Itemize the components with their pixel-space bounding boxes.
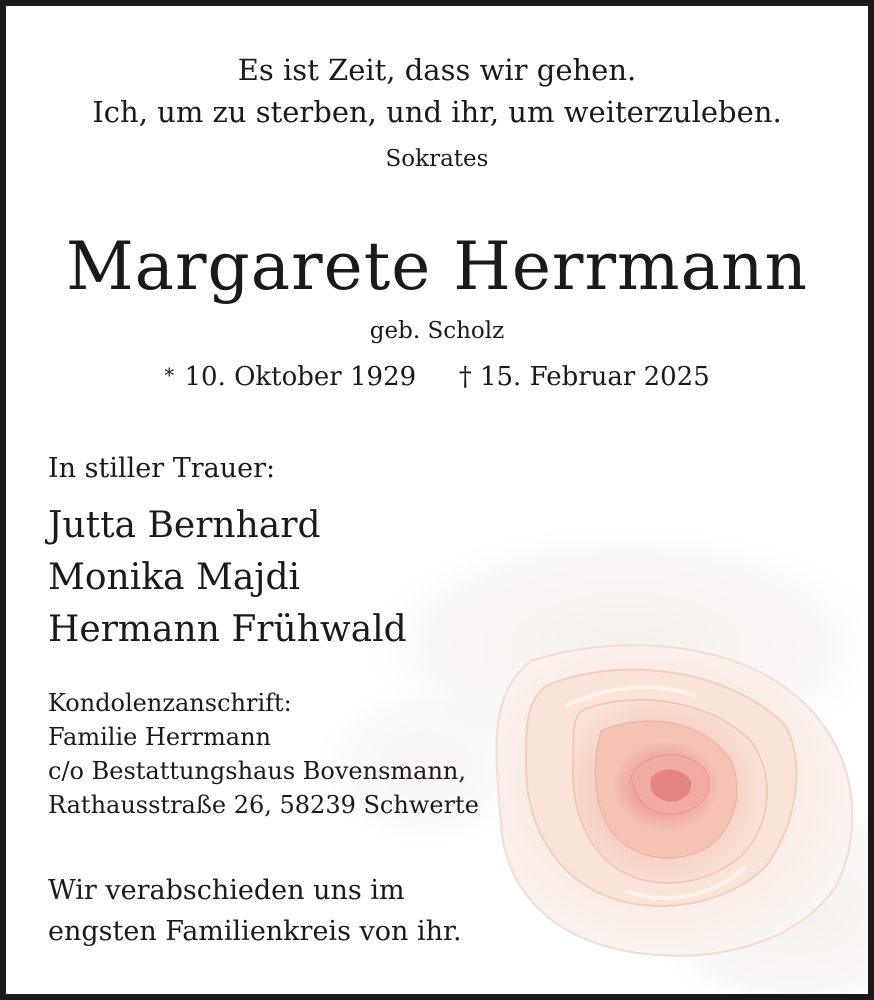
condolence-label: Kondolenzanschrift:	[48, 689, 292, 717]
birth-star-icon: *	[164, 363, 175, 387]
life-dates	[6, 362, 868, 392]
death-date: 15. Februar 2025	[479, 362, 710, 392]
quote-author: Sokrates	[385, 146, 489, 172]
address-line: c/o Bestattungshaus Bovensmann,	[48, 757, 466, 785]
birth-date: 10. Oktober 1929	[184, 362, 417, 392]
farewell-note	[48, 870, 462, 952]
mourners-list	[48, 500, 407, 656]
mourner-name: Jutta Bernhard	[48, 505, 321, 546]
birth-name: geb. Scholz	[369, 318, 505, 344]
address-line: Rathausstraße 26, 58239 Schwerte	[48, 791, 479, 819]
address-line: Familie Herrmann	[48, 723, 272, 751]
mourner-name: Hermann Frühwald	[48, 609, 407, 650]
farewell-line: Wir verabschieden uns im	[48, 875, 405, 906]
mourner-name: Monika Majdi	[48, 557, 300, 598]
mourning-label: In stiller Trauer:	[48, 453, 276, 484]
deceased-name: Margarete Herrmann	[66, 228, 808, 305]
farewell-line: engsten Familienkreis von ihr.	[48, 916, 462, 947]
condolence-address	[48, 686, 479, 822]
quote-line-2: Ich, um zu sterben, und ihr, um weiterzuleben.	[92, 95, 782, 129]
quote-line-1: Es ist Zeit, dass wir gehen.	[237, 53, 637, 87]
death-cross-icon: †	[458, 362, 472, 392]
